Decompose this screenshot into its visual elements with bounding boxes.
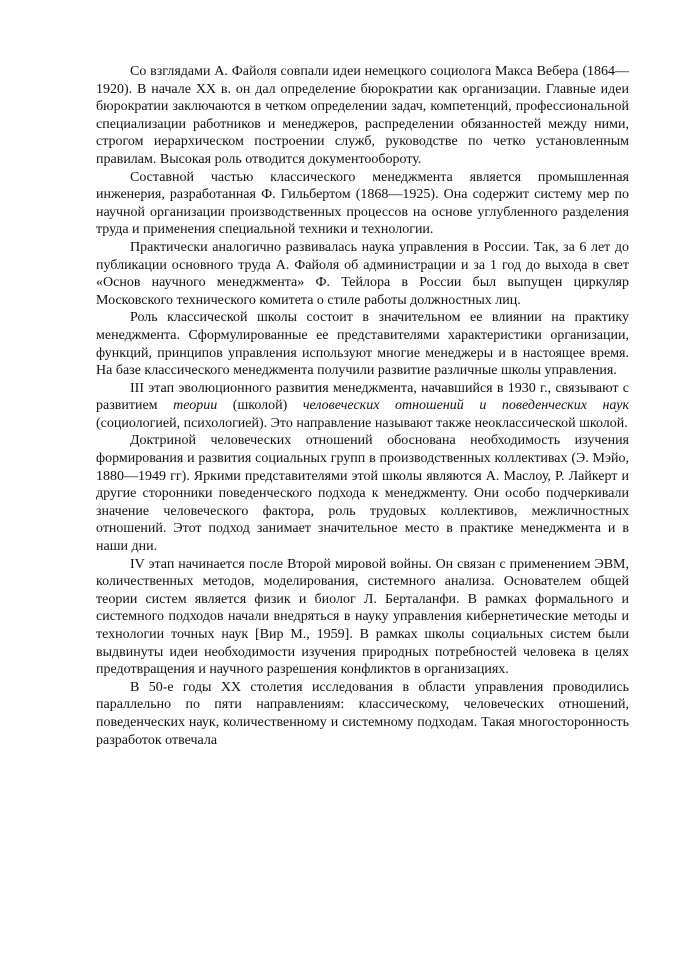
stage-three-text-2: (школой) xyxy=(217,398,303,414)
stage-three-italic-relations: человеческих отношений и поведенческих наук xyxy=(302,398,629,414)
stage-three-text-3: (социологией, психологией). Это направление называют также неоклассической школой. xyxy=(96,415,628,431)
document-page xyxy=(96,63,629,749)
paragraph-stage-three xyxy=(96,380,629,433)
paragraph-weber-bureaucracy: Со взглядами А. Файоля совпали идеи немецкого социолога Макса Вебера (1864—1920). В начале XX в. он дал определение бюрократии как организации. Главные идеи бюрократии заключаются в четком определении задач, компетенций, профессиональной специализации работников и менеджеров, распределении обязанностей между ними, строгом иерархическом построении служб, руководстве по четко установленным правилам. Высокая роль отводится документообороту. xyxy=(96,64,629,167)
stage-three-text-1: III этап эволюционного развития менеджмента, начавшийся в 1930 г., связывают с развитием xyxy=(96,380,629,414)
paragraph-industrial-engineering: Составной частью классического менеджмента является промышленная инженерия, разработанная Ф. Гильбертом (1868—1925). Она содержит систему мер по научной организации производственных процессов на основе углубленного разделения труда и применения специальной техники и технологии. xyxy=(96,169,629,238)
paragraph-classical-school-role: Роль классической школы состоит в значительном ее влиянии на практику менеджмента. Сформулированные ее представителями характеристики организации, функций, принципов управления используют многие менеджеры и в настоящее время. На базе классического менеджмента получили развитие различные школы управления. xyxy=(96,310,629,379)
paragraph-human-relations: Доктриной человеческих отношений обоснована необходимость изучения формирования и развития социальных групп в производственных коллективах (Э. Мэйо, 1880—1949 гг). Яркими представителями этой школы являются А. Маслоу, Р. Лайкерт и другие сторонники поведенческого подхода к менеджменту. Они особо подчеркивали значение человеческого фактора, роль трудовых коллективов, межличностных отношений. Этот подход занимает значительное место в практике менеджмента и в наши дни. xyxy=(96,433,629,555)
paragraph-fifties: В 50-е годы XX столетия исследования в области управления проводились параллельно по пяти направлениям: классическому, человеческих отношений, поведенческих наук, количественному и системному подходам. Такая многосторонность разработок отвечала xyxy=(96,679,629,748)
paragraph-russia-management: Практически аналогично развивалась наука управления в России. Так, за 6 лет до публикации основного труда А. Файоля об администрации и за 1 год до выхода в свет «Основ научного менеджмента» Ф. Тейлора в России был выпущен циркуляр Московского технического комитета о стиле работы должностных лиц. xyxy=(96,239,629,308)
paragraph-stage-four: IV этап начинается после Второй мировой войны. Он связан с применением ЭВМ, количественных методов, моделирования, системного анализа. Основателем общей теории систем является физик и биолог Л. Берталанфи. В рамках формального и системного подходов начали внедряться в науку управления кибернетические методы и технологии точных наук [Вир М., 1959]. В рамках школы социальных систем были выдвинуты идеи необходимости изучения природных потребностей человека в целях предотвращения и научного разрешения конфликтов в организациях. xyxy=(96,556,629,678)
stage-three-italic-theory: теории xyxy=(173,398,218,414)
